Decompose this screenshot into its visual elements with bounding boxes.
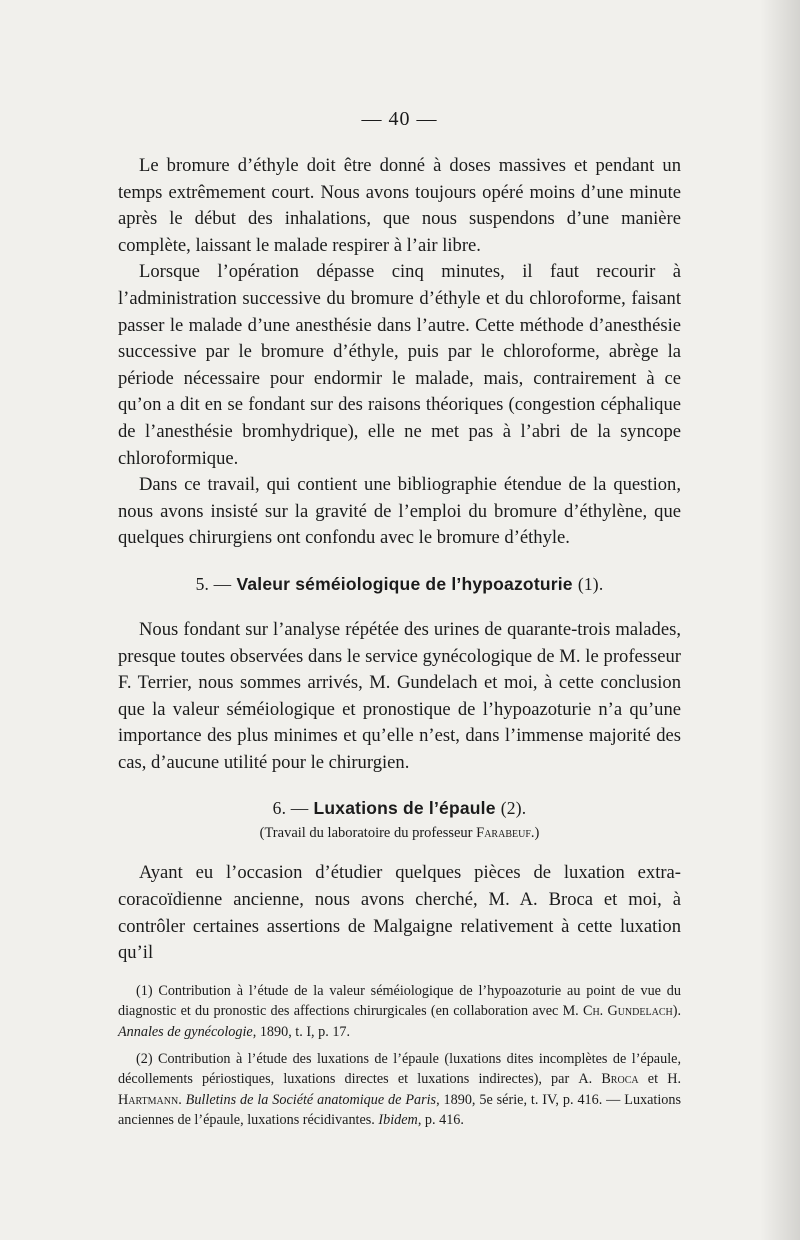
section-6-title: Luxations de l’épaule xyxy=(313,798,496,819)
section-6-number: 6. — xyxy=(272,798,309,819)
subtitle-name: Farabeuf xyxy=(476,825,531,842)
footnote-1-name: Ch. Gundelach xyxy=(582,1003,673,1020)
paragraph-3: Dans ce travail, qui contient une bibliographie étendue de la question, nous avons insisté sur la gravité de l’emploi du bromure d’éthylène, que quelques chirurgiens ont confondu avec le bromure d’éthyle. xyxy=(118,474,681,549)
footnote-2 xyxy=(118,1049,681,1131)
footnote-2-author-1: A. Broca xyxy=(578,1071,639,1088)
footnote-2-ref: , 1890, 5e série, t. IV, p. 416. — Luxations anciennes de l’épaule, luxations récidivantes. xyxy=(118,1091,682,1129)
footnote-1-ref: , 1890, t. I, p. 17. xyxy=(252,1024,351,1041)
section-5-number: 5. — xyxy=(195,573,232,594)
section-5-paragraph: Nous fondant sur l’analyse répétée des urines de quarante-trois malades, presque toutes observées dans le service gynécologique de M. le professeur F. Terrier, nous sommes arrivés, M. Gundelach et moi, à cette conclusion que la valeur séméiologique et pronostique de l’hypoazoturie n’a qu’une importance des plus minimes et qu’elle n’est, dans l’immense majorité des cas, d’aucune utilité pour le chirurgien. xyxy=(118,618,681,773)
footnote-2-sep: . xyxy=(178,1091,186,1108)
footnote-2-page: , p. 416. xyxy=(417,1112,464,1129)
footnote-2-and: et xyxy=(638,1071,668,1088)
section-6-note-ref: (2). xyxy=(500,798,527,819)
section-6-paragraph: Ayant eu l’occasion d’étudier quelques pièces de luxation extra-coracoïdienne ancienne, nous avons cherché, M. A. Broca et moi, à contrôler certaines assertions de Malgaigne relativement à cette luxation qu’il xyxy=(118,862,681,964)
footnote-2-ibidem: Ibidem xyxy=(378,1112,418,1129)
section-5-note-ref: (1). xyxy=(577,573,604,594)
page-edge-shadow xyxy=(760,0,800,1240)
footnote-1-text: (1) Contribution à l’étude de la valeur séméiologique de l’hypoazoturie au point de vue du diagnostic et du pronostic des affections chirurgicales (en collaboration avec M. xyxy=(118,982,681,1020)
section-6-subtitle xyxy=(118,825,681,842)
paragraph-2: Lorsque l’opération dépasse cinq minutes, il faut recourir à l’administration successive du bromure d’éthyle et du chloroforme, faisant passer le malade d’une anesthésie dans l’autre. Cette méthode d’anesthésie successive par le bromure d’éthyle, puis par le chloroforme, abrège la période nécessaire pour endormir le malade, mais, contrairement à ce qu’on a dit en se fondant sur des raisons théoriques (congestion céphalique de l’anesthésie bromhydrique), elle ne met pas à l’abri de la syncope chloroformique. xyxy=(118,261,681,469)
footnote-2-text: (2) Contribution à l’étude des luxations de l’épaule (luxations dites incomplètes de l’épaule, décollements périostiques, luxations directes et luxations indirectes), par xyxy=(118,1050,681,1088)
section-6-heading xyxy=(118,798,681,819)
subtitle-suffix: .) xyxy=(530,825,540,842)
footnote-1-journal: Annales de gynécologie xyxy=(118,1024,253,1041)
section-5-title: Valeur séméiologique de l’hypoazoturie xyxy=(236,573,573,594)
paragraph-1: Le bromure d’éthyle doit être donné à doses massives et pendant un temps extrêmement court. Nous avons toujours opéré moins d’une minute après le début des inhalations, que nous suspendons d’une manière complète, laissant le malade respirer à l’air libre. xyxy=(118,155,681,256)
page-number: — 40 — xyxy=(361,108,438,130)
footnote-2-author-2: H. Hartmann xyxy=(118,1071,681,1108)
footnotes xyxy=(118,981,681,1131)
footnote-2-journal: Bulletins de la Société anatomique de Paris xyxy=(185,1091,437,1108)
page-content xyxy=(118,108,681,1137)
footnote-1 xyxy=(118,981,681,1043)
footnote-1-sep: ). xyxy=(672,1003,681,1020)
section-5-heading xyxy=(118,574,681,595)
subtitle-prefix: (Travail du laboratoire du professeur xyxy=(259,825,473,842)
